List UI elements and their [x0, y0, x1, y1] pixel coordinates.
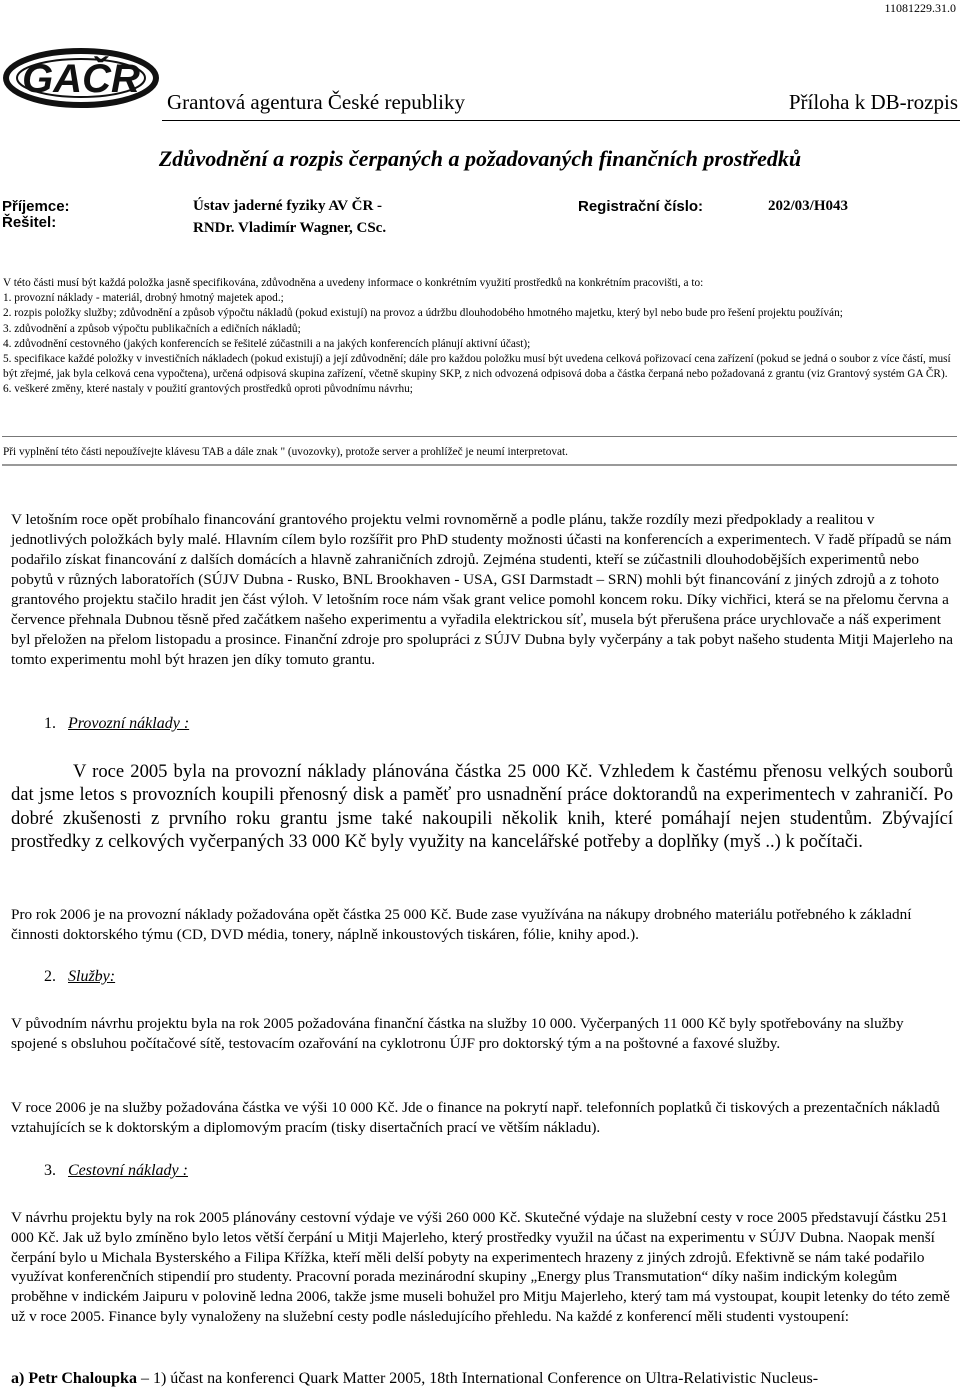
section-title: Služby:: [68, 968, 116, 985]
section-heading-provozni: [44, 715, 189, 733]
section-paragraph: Pro rok 2006 je na provozní náklady požadována opět částka 25 000 Kč. Bude zase využívána na nákupy drobného materiálu potřebného k základní činnosti doktorského týmu (CD, DVD média, tonery, náplně inkoustových tiskáren, fólie, knihy apod.).: [11, 906, 912, 943]
instruction-line: 6. veškeré změny, které nastaly v použití grantových prostředků oproti původnímu návrhu;: [3, 383, 413, 396]
section-title: Cestovní náklady :: [68, 1162, 188, 1179]
section-paragraph: V roce 2005 byla na provozní náklady plánována částka 25 000 Kč. Vzhledem k častému přenosu velkých souborů dat jsme letos s provozních koupili přenosný disk a paměť pro usnadnění práce doktorandů na experimentech v zahraničí. Po dobré zkušenosti z prvního roku grantu jsme také nakoupili několik knih, které pomáhají nejen studentům. Zbývající prostředky z celkových vyčerpaných 33 000 Kč byly využity na kancelářské potřeby a doplňky (myš ..) k počítači.: [11, 761, 953, 853]
traveler-name: a) Petr Chaloupka: [11, 1370, 137, 1387]
recipient-value: Ústav jaderné fyziky AV ČR -: [193, 198, 383, 214]
svg-text:GAČR: GAČR: [22, 57, 140, 101]
gacr-logo: [2, 40, 160, 118]
solver-value: RNDr. Vladimír Wagner, CSc.: [193, 220, 387, 236]
page-title: Zdůvodnění a rozpis čerpaných a požadovaných finančních prostředků: [158, 146, 802, 171]
instruction-line: 4. zdůvodnění cestovného (jakých konferencích se řešitelé zúčastnili a na jakých konferencích plánují aktivní účast);: [3, 337, 531, 350]
section-number: 3.: [44, 1162, 56, 1179]
annex-label: Příloha k DB-rozpis: [788, 90, 958, 114]
instructions: [3, 276, 957, 398]
instruction-line: V této části musí být každá položka jasně specifikována, zdůvodněna a uvedeny informace o konkrétním využití prostředků na konkrétním pracovišti, a to:: [3, 277, 704, 289]
recipient-label: Příjemce:: [2, 198, 70, 215]
section-paragraph: V původním návrhu projektu byla na rok 2005 požadována finanční částka na služby 10 000. Vyčerpaných 11 000 Kč byly spotřebovány na služby spojené s obsluhou počítačové sítě, testovacím ozařování na cyklotronu ÚJF pro doktorský tým a na poštovné a faxové služby.: [11, 1015, 904, 1052]
section-title: Provozní náklady :: [68, 715, 190, 732]
solver-label: Řešitel:: [2, 214, 57, 231]
section-number: 2.: [44, 968, 56, 985]
header-rule: [162, 120, 960, 121]
section-paragraph: V návrhu projektu byly na rok 2005 plánovány cestovní výdaje ve výši 260 000 Kč. Skutečné výdaje na služební cesty v roce 2005 představují částku 251 000 Kč. Jak už bylo zmíněno bylo letos větší čerpání u Mitji Majerleho, který prostředky využil na účast na experimentu v SÚJV Dubna. Naopak menší čerpání bylo u Michala Bysterského a Filipa Křížka, kteří měli delší pobyty na experimentech hrazeny z jiných zdrojů. Efektivně se nám také podařilo využívat konferenčních stipendií pro studenty. Pracovní porada mezinárodní skupiny „Energy plus Transmutation“ díky našim indickým kolegům proběhne v indickém Jaipuru v polovině ledna 2006, takže jsme museli bohužel pro Mitju Majerleho, který tam má vystoupat, koupit letenky do této země už v roce 2005. Finance byly vynaloženy na služební cesty podle následujícího přehledu. Na každé z konferencí měli studenti vystoupení:: [11, 1209, 950, 1325]
section-paragraph: V roce 2006 je na služby požadována částka ve výši 10 000 Kč. Jde o finance na pokrytí např. telefonních poplatků či tiskových a prezentačních nákladů vztahujících se k doktorským a diplomovým pracím (tisky disertačních prací ve větším nákladu).: [11, 1099, 940, 1136]
registration-label: Registrační číslo:: [578, 198, 704, 215]
travel-description: – 1) účast na konferenci Quark Matter 2005, 18th International Conference on Ultra-Relativistic Nucleus-: [136, 1370, 819, 1387]
tab-note: Při vyplnění této části nepoužívejte klávesu TAB a dále znak " (uvozovky), protože server a prohlížeč je neumí interpretovat.: [3, 446, 569, 458]
agency-name: Grantová agentura České republiky: [167, 90, 465, 114]
section-heading-sluzby: [44, 968, 115, 986]
registration-value: 202/03/H043: [768, 198, 849, 214]
instruction-line: 1. provozní náklady - materiál, drobný hmotný majetek apod.;: [3, 292, 284, 305]
section-heading-cestovni: [44, 1162, 188, 1180]
instruction-line: 2. rozpis položky služby; zdůvodnění a způsob výpočtu nákladů (pokud existují) na provoz a údržbu dlouhodobého hmotného majetku, který byl nebo bude pro řešení projektu používán;: [3, 307, 843, 320]
section-number: 1.: [44, 715, 56, 732]
instruction-line: 5. specifikace každé položky v investičních nákladech (pokud existují) a její zdůvodnění; dále pro každou položku musí být uvedena celková pořizovací cena zařízení (pokud se jedná o soubor z více částí, musí být zřejmé, jak byla celková cena vypočtena), určená odpisová skupina zařízení, včetně skupiny SKP, z nich odvozená odpisová doba a částka čerpaná nebo požadovaná z grantu (viz Grantový systém GA ČR).: [3, 353, 951, 381]
document-id: 11081229.31.0: [884, 1, 956, 15]
intro-paragraph: V letošním roce opět probíhalo financování grantového projektu velmi rovnoměrně a podle plánu, takže rozdíly mezi předpoklady a realitou v jednotlivých položkách byly malé. Hlavním cílem bylo rozšířit pro PhD studenty možnosti účasti na konferencích a experimentech. V řadě případů se nám podařilo získat financování z dalších domácích a hlavně zahraničních zdrojů. Zejména studenti, kteří se zúčastnili dlouhodobějších experimentů nebo pobytů v různých laboratořích (SÚJV Dubna - Rusko, BNL Brookhaven - USA, GSI Darmstadt – SRN) mohli být financování z jiných zdrojů a z tohoto grantového projektu stačilo hradit jen část výloh. V letošním roce nám však grant velice pomohl koncem roku. Díky vichřici, která se na přelomu června a července přehnala Dubnou těsně před začátkem našeho experimentu a vyřadila elektrickou síť, musela být přerušena práce urychlovače a náš experiment byl přeložen na přelom listopadu a prosince. Finanční zdroje pro spolupráci z SÚJV Dubna byly vyčerpány a tak pobyt našeho studenta Mitji Majerleho na tomto experimentu mohl být hrazen jen díky tomuto grantu.: [11, 511, 953, 668]
travel-item: [11, 1370, 818, 1388]
instruction-line: 3. zdůvodnění a způsob výpočtu publikačních a edičních nákladů;: [3, 322, 301, 335]
divider: [2, 464, 957, 466]
divider: [2, 436, 957, 437]
